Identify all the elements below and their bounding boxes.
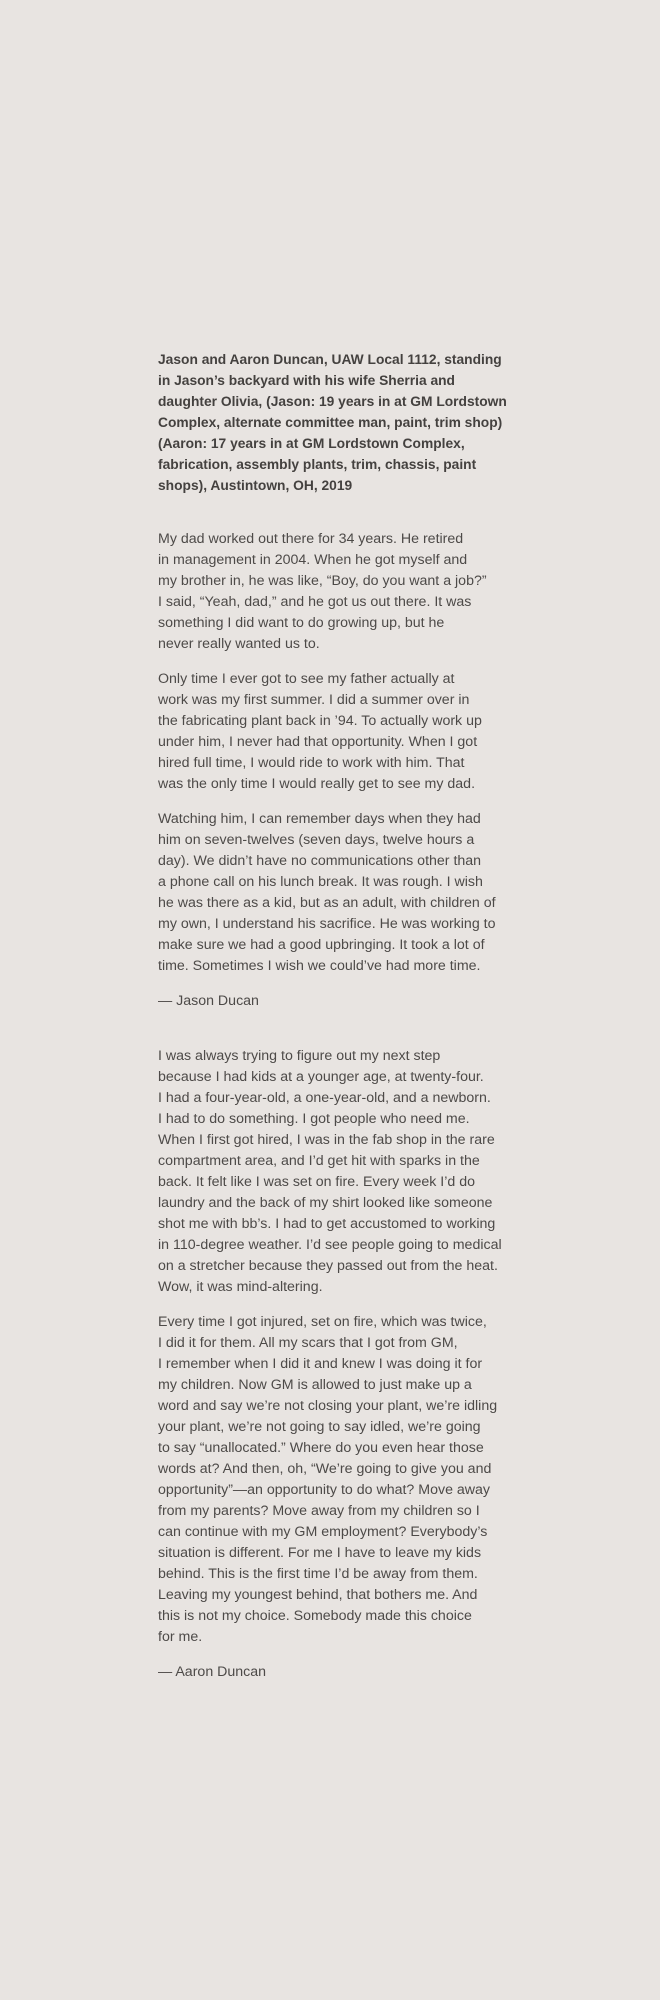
text-line: When I first got hired, I was in the fab shop in the rare	[158, 1132, 495, 1148]
caption-line: shops), Austintown, OH, 2019	[158, 478, 353, 493]
story-paragraph	[158, 809, 495, 977]
text-line: Leaving my youngest behind, that bothers me. And	[158, 1587, 478, 1603]
text-line: make sure we had a good upbringing. It took a lot of	[158, 937, 485, 953]
story-paragraph	[158, 529, 495, 655]
text-line: I said, “Yeah, dad,” and he got us out there. It was	[158, 594, 472, 610]
text-line: back. It felt like I was set on fire. Every week I’d do	[158, 1174, 475, 1190]
text-line: work was my first summer. I did a summer over in	[158, 692, 470, 708]
caption-line: daughter Olivia, (Jason: 19 years in at GM Lordstown	[158, 394, 507, 409]
text-line: him on seven-twelves (seven days, twelve hours a	[158, 832, 475, 848]
text-line: in management in 2004. When he got myself and	[158, 552, 468, 568]
text-line: Watching him, I can remember days when they had	[158, 811, 481, 827]
story-aaron	[158, 1046, 502, 1683]
text-column	[158, 349, 507, 1683]
text-line: shot me with bb’s. I had to get accustomed to working	[158, 1216, 496, 1232]
text-line: he was there as a kid, but as an adult, with children of	[158, 895, 496, 911]
caption-line: Jason and Aaron Duncan, UAW Local 1112, standing	[158, 352, 502, 367]
text-line: something I did want to do growing up, but he	[158, 615, 445, 631]
story-paragraph	[158, 1312, 498, 1648]
text-line: Wow, it was mind-altering.	[158, 1279, 323, 1295]
text-line: never really wanted us to.	[158, 636, 320, 652]
text-line: Every time I got injured, set on fire, which was twice,	[158, 1314, 487, 1330]
text-line: I was always trying to figure out my next step	[158, 1048, 441, 1064]
text-line: on a stretcher because they passed out from the heat.	[158, 1258, 498, 1274]
caption-line: (Aaron: 17 years in at GM Lordstown Complex,	[158, 436, 465, 451]
text-line: this is not my choice. Somebody made this choice	[158, 1608, 472, 1624]
text-line: my brother in, he was like, “Boy, do you want a job?”	[158, 573, 487, 589]
text-line: I had a four-year-old, a one-year-old, and a newborn.	[158, 1090, 491, 1106]
story-paragraph	[158, 1046, 502, 1298]
text-line: compartment area, and I’d get hit with sparks in the	[158, 1153, 480, 1169]
text-line: hired full time, I would ride to work with him. That	[158, 755, 465, 771]
attribution-jason: — Jason Ducan	[158, 993, 259, 1009]
text-line: words at? And then, oh, “We’re going to give you and	[158, 1461, 492, 1477]
text-line: behind. This is the first time I’d be away from them.	[158, 1566, 478, 1582]
attribution-aaron: — Aaron Duncan	[158, 1664, 267, 1680]
text-line: because I had kids at a younger age, at twenty-four.	[158, 1069, 484, 1085]
text-line: your plant, we’re not going to say idled, we’re going	[158, 1419, 481, 1435]
text-line: Only time I ever got to see my father actually at	[158, 671, 455, 687]
story-paragraph	[158, 669, 495, 795]
text-line: laundry and the back of my shirt looked like someone	[158, 1195, 493, 1211]
text-line: in 110-degree weather. I’d see people going to medical	[158, 1237, 502, 1253]
text-line: a phone call on his lunch break. It was rough. I wish	[158, 874, 483, 890]
text-line: I had to do something. I got people who need me.	[158, 1111, 470, 1127]
text-line: to say “unallocated.” Where do you even hear those	[158, 1440, 484, 1456]
story-jason	[158, 529, 495, 1012]
text-line: the fabricating plant back in ’94. To actually work up	[158, 713, 482, 729]
text-line: I did it for them. All my scars that I got from GM,	[158, 1335, 458, 1351]
caption-line: Complex, alternate committee man, paint, trim shop)	[158, 415, 503, 430]
text-line: my children. Now GM is allowed to just make up a	[158, 1377, 472, 1393]
photo-caption	[158, 349, 507, 496]
text-line: My dad worked out there for 34 years. He retired	[158, 531, 464, 547]
text-line: for me.	[158, 1629, 203, 1645]
text-line: time. Sometimes I wish we could’ve had more time.	[158, 958, 481, 974]
text-line: can continue with my GM employment? Everybody’s	[158, 1524, 488, 1540]
caption-line: fabrication, assembly plants, trim, chassis, paint	[158, 457, 477, 472]
text-line: opportunity”—an opportunity to do what? Move away	[158, 1482, 491, 1498]
text-line: I remember when I did it and knew I was doing it for	[158, 1356, 483, 1372]
text-line: from my parents? Move away from my children so I	[158, 1503, 480, 1519]
text-line: was the only time I would really get to see my dad.	[158, 776, 476, 792]
caption-line: in Jason’s backyard with his wife Sherria and	[158, 373, 455, 388]
text-line: under him, I never had that opportunity. When I got	[158, 734, 478, 750]
text-line: my own, I understand his sacrifice. He was working to	[158, 916, 496, 932]
text-line: situation is different. For me I have to leave my kids	[158, 1545, 482, 1561]
text-line: day). We didn’t have no communications other than	[158, 853, 482, 869]
text-line: word and say we’re not closing your plant, we’re idling	[158, 1398, 498, 1414]
